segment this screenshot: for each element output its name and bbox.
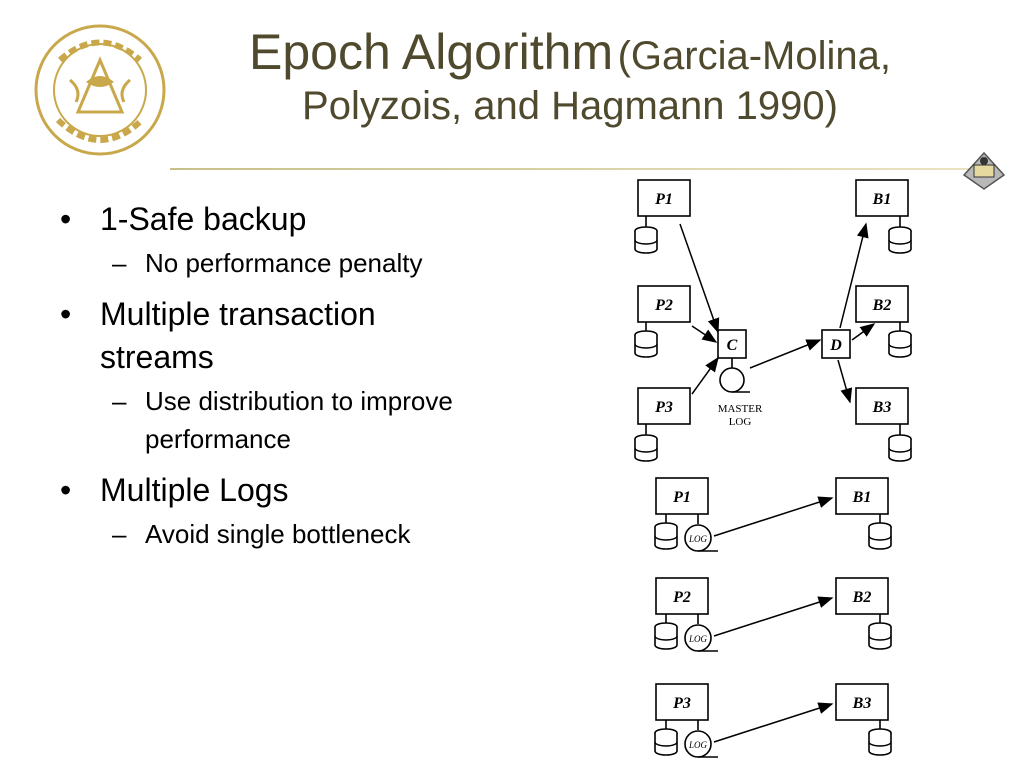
slide-title (175, 22, 965, 130)
title-sub-part2: Polyzois, and Hagmann 1990) (302, 84, 838, 128)
title-main: Epoch Algorithm (249, 24, 614, 80)
dash-glyph: – (112, 386, 127, 417)
sub-bullet-text: Avoid single bottleneck (145, 518, 411, 549)
top-diagram (635, 180, 911, 461)
master-log-label-line1: MASTER (717, 403, 763, 415)
sub-bullet-text: No performance penalty (145, 248, 423, 279)
bottom-primary-1-label: P1 (673, 489, 691, 506)
coordinator-label: C (726, 337, 738, 354)
bullet-text: 1-Safe backup (100, 201, 307, 237)
bullet-item (50, 469, 490, 512)
bullet-text: Multiple Logs (100, 471, 289, 508)
title-divider (170, 168, 970, 170)
bottom-backup-1-label: B1 (852, 489, 872, 506)
bottom-log-1-label: LOG (688, 534, 708, 544)
bottom-log-3-label: LOG (688, 740, 708, 750)
top-backup-3-label: B3 (872, 399, 892, 416)
bullet-list (50, 188, 490, 554)
sub-bullet-item (50, 383, 490, 458)
distributor-label: D (830, 337, 842, 354)
purdue-university-seal-icon (30, 20, 170, 160)
bullet-item (50, 198, 490, 241)
top-primary-3-label: P3 (655, 399, 673, 416)
bottom-primary-2-label: P2 (673, 589, 691, 606)
sub-bullet-text: Use distribution to improve performance (145, 386, 453, 454)
sub-bullet-item (50, 516, 490, 554)
bottom-backup-2-label: B2 (852, 589, 872, 606)
top-primary-1-label: P1 (655, 191, 673, 208)
sub-bullet-item (50, 245, 490, 283)
epoch-diagram (622, 176, 924, 768)
bottom-log-2-label: LOG (688, 634, 708, 644)
bullet-text: Multiple transaction streams (100, 295, 376, 376)
bottom-primary-3-label: P3 (673, 695, 691, 712)
bullet-glyph: • (60, 201, 72, 237)
top-backup-2-label: B2 (872, 297, 892, 314)
bullet-glyph: • (60, 295, 72, 332)
master-log-label-line2: LOG (728, 416, 752, 428)
dash-glyph: – (112, 248, 127, 279)
dash-glyph: – (112, 518, 127, 549)
bottom-backup-3-label: B3 (852, 695, 872, 712)
title-sub-part1: (Garcia-Molina, (617, 34, 891, 78)
bottom-diagram (655, 478, 891, 757)
top-backup-1-label: B1 (872, 191, 892, 208)
top-primary-2-label: P2 (655, 297, 673, 314)
bullet-glyph: • (60, 471, 72, 508)
bullet-item (50, 293, 490, 379)
purdue-train-logo-icon (960, 145, 1008, 193)
